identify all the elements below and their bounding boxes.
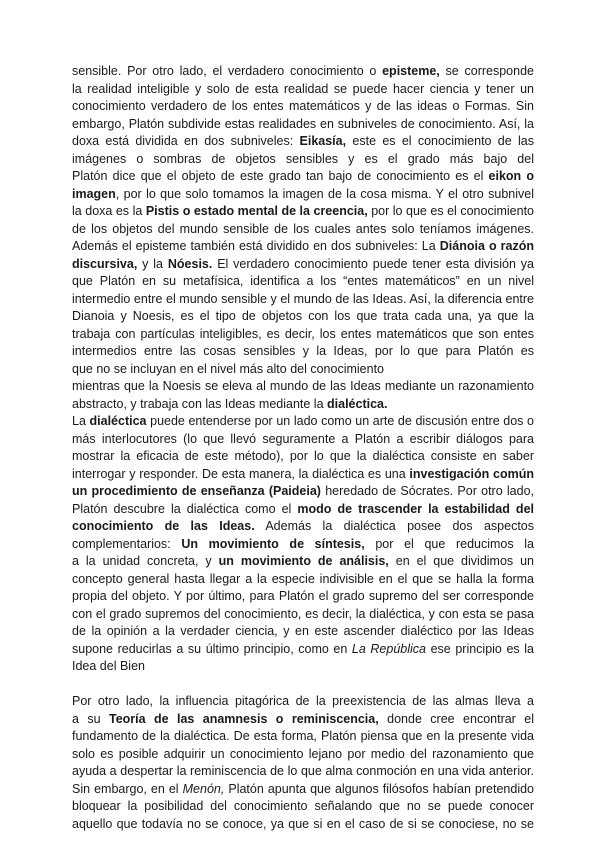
text-line [72, 781, 534, 799]
paragraph-gap [72, 676, 534, 694]
text-run: de los objetos del mundo sensible de los cuales antes solo teníamos imágenes. [72, 221, 534, 236]
text-run: trabaja con partículas inteligibles, es decir, los entes matemáticos que son entes [72, 326, 534, 341]
text-run: , por lo que solo tomamos la imagen de la cosa misma. Y el otro subnivel [115, 186, 534, 201]
text-run: propia del objeto. Y por último, para Platón el grado supremo del ser corresponde [72, 589, 534, 603]
text-run: solo es posible adquirir un conocimiento lejano por medio del razonamiento que [72, 746, 534, 761]
text-run: embargo, Platón subdivide estas realidades en subniveles de conocimiento. Así, la [72, 116, 534, 131]
bold-text: dialéctica. [327, 396, 388, 411]
text-line [72, 221, 534, 239]
text-line [72, 448, 534, 466]
text-run: Idea del Bien [72, 659, 145, 673]
bold-text: Eikasía, [299, 134, 347, 148]
bold-text: Nóesis. [167, 256, 213, 271]
italic-text: La República [351, 641, 426, 656]
text-run: aquello que todavía no se conoce, ya que si en el caso de si se conociese, no se [72, 816, 534, 831]
italic-text: Menón, [182, 781, 225, 796]
document-page [72, 63, 534, 833]
text-run: se corresponde [445, 64, 534, 78]
text-run: ayuda a despertar la reminiscencia de lo que alma conmoción en una vida anterior. [72, 764, 534, 778]
text-run: La [72, 414, 90, 428]
bold-text: imagen [72, 186, 116, 201]
text-line [72, 483, 534, 501]
text-run: complementarios: [72, 536, 182, 551]
text-run: por el que reducimos la [375, 536, 534, 551]
text-run: por lo que es el conocimiento [367, 204, 534, 218]
bold-text: episteme, [382, 64, 440, 78]
text-line [72, 413, 534, 431]
text-line [72, 763, 534, 781]
text-line [72, 466, 534, 484]
text-line [72, 203, 534, 221]
text-run: concepto general hasta llegar a la especie indivisible en el que se halla la forma [72, 571, 534, 586]
paragraph-p1 [72, 63, 534, 413]
text-run: más interlocutores (lo que llevó seguramente a Platón a escribir diálogos para [72, 431, 534, 446]
bold-text: Diánoia o razón [439, 239, 534, 253]
text-line [72, 798, 534, 816]
paragraph-p2 [72, 413, 534, 676]
text-line [72, 501, 534, 519]
text-run: Sin embargo, en el [72, 781, 183, 796]
bold-text: conocimiento de las Ideas. [72, 519, 255, 533]
text-line [72, 606, 534, 624]
text-run: de la opinión a la verdader ciencia, y en este ascender dialéctico por las Ideas [72, 624, 534, 638]
text-line [72, 711, 534, 729]
text-run: El verdadero conocimiento puede tener esta división ya [212, 256, 534, 271]
text-run: a la unidad concreta, y [72, 554, 219, 568]
text-run: fundamento de la dialéctica. De esta forma, Platón piensa que en la presente vida [72, 729, 534, 743]
text-run: que no se incluyan en el nivel más alto del conocimiento [72, 361, 384, 376]
text-run: que Platón en su metafísica, identifica a los “entes matemáticos” en un nivel [72, 274, 534, 288]
bold-text: dialéctica [89, 414, 147, 428]
text-line [72, 186, 534, 204]
text-run: Además el episteme también está dividido en dos subniveles: La [72, 239, 440, 253]
text-run: este es el conocimiento de las [346, 134, 534, 148]
text-run: imágenes o sombras de objetos sensibles y es el grado más bajo del [72, 151, 534, 166]
text-line [72, 396, 534, 414]
text-run: interrogar y responder. De esta manera, la dialéctica es una [72, 466, 410, 481]
bold-text: Pistis o estado mental de la creencia, [145, 204, 368, 218]
text-run: la doxa es la [72, 204, 146, 218]
text-line [72, 361, 534, 379]
text-line [72, 378, 534, 396]
text-line [72, 553, 534, 571]
bold-text: eikon o [488, 169, 534, 183]
text-run: mostrar la eficacia de este método), por lo que la dialéctica consiste en saber [72, 449, 534, 463]
text-run: a su [72, 711, 109, 726]
bold-text: Un movimiento de síntesis, [181, 536, 365, 551]
text-line [72, 63, 534, 81]
text-line [72, 343, 534, 361]
bold-text: modo de trascender la estabilidad del [297, 501, 534, 516]
text-run: abstracto, y trabaja con las Ideas mediante la [72, 396, 328, 411]
text-run: intermedio entre el mundo sensible y el mundo de las Ideas. Así, la diferencia entre [72, 291, 534, 306]
text-run: Dianoia y Noesis, es el tipo de objetos con los que trata cada una, ya que la [72, 309, 534, 323]
text-line [72, 256, 534, 274]
text-line [72, 308, 534, 326]
text-line [72, 431, 534, 449]
text-run: ese principio es la [426, 641, 534, 656]
text-line [72, 133, 534, 151]
text-line [72, 623, 534, 641]
text-run: supone reducirlas a su último principio, como en [72, 641, 352, 656]
text-line [72, 291, 534, 309]
text-run: bloquear la posibilidad del conocimiento señalando que no se puede conocer [72, 799, 534, 813]
text-run: intermedios entre las cosas sensibles y la Ideas, por lo que para Platón es [72, 344, 534, 358]
text-run: la realidad inteligible y solo de esta realidad se puede hacer ciencia y tener un [72, 81, 534, 96]
text-line [72, 536, 534, 554]
text-run: Platón apunta que algunos filósofos habían pretendido [224, 781, 534, 796]
bold-text: un procedimiento de enseñanza (Paideia) [72, 484, 321, 498]
text-run: heredado de Sócrates. Por otro lado, [320, 484, 534, 498]
text-line [72, 588, 534, 606]
text-run: en el que dividimos un [388, 554, 534, 568]
text-run: Además la dialéctica posee dos aspectos [254, 519, 534, 533]
text-run: Platón dice que el objeto de este grado tan bajo de conocimiento es el [72, 169, 489, 183]
text-run: y la [137, 256, 168, 271]
bold-text: investigación común [409, 466, 534, 481]
text-run: doxa está dividida en dos subniveles: [72, 134, 300, 148]
text-run: mientras que la Noesis se eleva al mundo de las Ideas mediante un razonamiento [72, 379, 534, 393]
text-run: donde cree encontrar el [378, 711, 534, 726]
text-line [72, 326, 534, 344]
text-line [72, 273, 534, 291]
text-line [72, 816, 534, 834]
text-line [72, 746, 534, 764]
bold-text: Teoría de las anamnesis o reminiscencia, [108, 711, 379, 726]
text-line [72, 728, 534, 746]
text-run: con el grado supremos del conocimiento, es decir, la dialéctica, y con esta se pasa [72, 606, 534, 621]
text-line [72, 168, 534, 186]
text-run: Platón descubre la dialéctica como el [72, 501, 298, 516]
text-line [72, 116, 534, 134]
text-line [72, 81, 534, 99]
bold-text: discursiva, [72, 256, 138, 271]
text-run: puede entenderse por un lado como un arte de discusión entre dos o [146, 414, 534, 428]
bold-text: un movimiento de análisis, [218, 554, 389, 568]
text-run: Por otro lado, la influencia pitagórica de la preexistencia de las almas lleva a [72, 694, 534, 708]
text-run: sensible. Por otro lado, el verdadero conocimiento o [72, 64, 383, 78]
text-line [72, 238, 534, 256]
text-line [72, 98, 534, 116]
text-line [72, 641, 534, 659]
text-run: conocimiento verdadero de los entes matemáticos y de las ideas o Formas. Sin [72, 99, 534, 113]
text-line [72, 571, 534, 589]
text-line [72, 693, 534, 711]
paragraph-p3 [72, 693, 534, 833]
text-line [72, 151, 534, 169]
text-line [72, 658, 534, 676]
text-line [72, 518, 534, 536]
